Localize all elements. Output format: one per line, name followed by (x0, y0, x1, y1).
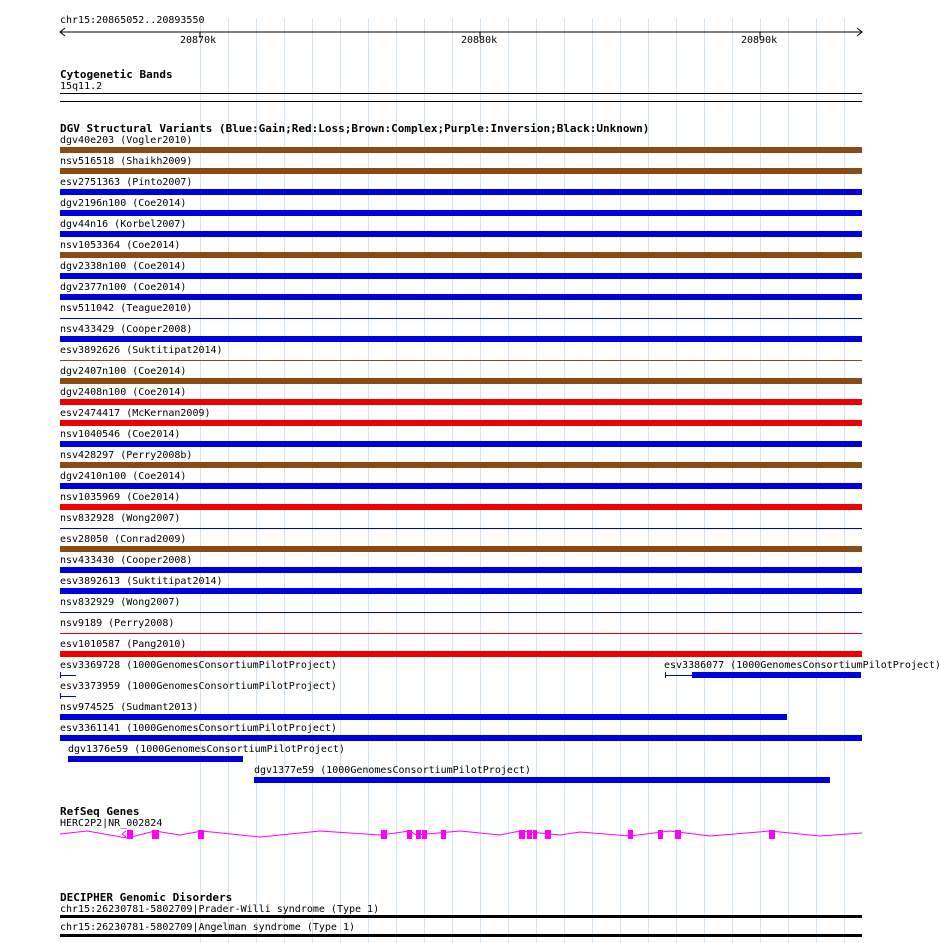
grid-line (200, 18, 201, 943)
variant-bar-loss[interactable] (60, 504, 862, 510)
variant-feature[interactable] (68, 756, 243, 762)
variant-label[interactable]: nsv433430 (Cooper2008) (60, 555, 193, 566)
variant-bar-complex[interactable] (60, 378, 862, 384)
variant-label[interactable]: dgv2338n100 (Coe2014) (60, 261, 187, 272)
disorder-label[interactable]: chr15:26230781-5802709|Prader-Willi syndrome (Type 1) (60, 904, 380, 915)
variant-label[interactable]: nsv832928 (Wong2007) (60, 513, 181, 524)
variant-label[interactable]: dgv2407n100 (Coe2014) (60, 366, 187, 377)
variant-label[interactable]: esv2474417 (McKernan2009) (60, 408, 211, 419)
variant-label[interactable]: nsv1053364 (Coe2014) (60, 240, 181, 251)
variant-label[interactable]: nsv974525 (Sudmant2013) (60, 702, 199, 713)
grid-line (592, 18, 593, 943)
variant-label[interactable]: nsv516518 (Shaikh2009) (60, 156, 193, 167)
variant-label[interactable]: dgv40e203 (Vogler2010) (60, 135, 193, 146)
variant-label[interactable]: esv3892626 (Suktitipat2014) (60, 345, 223, 356)
gene-model[interactable] (60, 826, 862, 844)
ruler-position: chr15:20865052..20893550 (60, 15, 205, 26)
cytoband-label: 15q11.2 (60, 81, 103, 92)
grid-line (368, 18, 369, 943)
ruler-tick-label: 20890k (741, 35, 778, 46)
variant-bar-gain[interactable] (60, 231, 862, 237)
grid-line (396, 18, 397, 943)
variant-label[interactable]: esv3386077 (1000GenomesConsortiumPilotProject) (664, 660, 941, 671)
variant-bar-complex[interactable] (60, 252, 862, 258)
variant-bar-gain[interactable] (60, 483, 862, 489)
variant-bar-gain[interactable] (60, 294, 862, 300)
variant-label[interactable]: esv3373959 (1000GenomesConsortiumPilotProject) (60, 681, 337, 692)
grid-line (704, 18, 705, 943)
grid-line (564, 18, 565, 943)
variant-bar-complex[interactable] (60, 147, 862, 153)
variant-bar-gain[interactable] (60, 588, 862, 594)
variant-bar-gain[interactable] (60, 441, 862, 447)
variant-bar-gain[interactable] (60, 273, 862, 279)
cytoband-bar[interactable] (60, 93, 862, 94)
variant-label[interactable]: dgv44n16 (Korbel2007) (60, 219, 187, 230)
variant-bar-gain[interactable] (60, 210, 862, 216)
variant-label[interactable]: nsv832929 (Wong2007) (60, 597, 181, 608)
variant-bar-loss[interactable] (60, 420, 862, 426)
variant-bar-complex[interactable] (60, 168, 862, 174)
variant-bar-gain[interactable] (60, 567, 862, 573)
refseq-track-title[interactable]: RefSeq Genes (60, 805, 140, 818)
grid-line (452, 18, 453, 943)
grid-line (340, 18, 341, 943)
grid-line (788, 18, 789, 943)
disorder-feature[interactable] (60, 934, 862, 937)
grid-line (424, 18, 425, 943)
variant-bar-gain[interactable] (60, 336, 862, 342)
disorder-label[interactable]: chr15:26230781-5802709|Angelman syndrome (Type 1) (60, 922, 356, 933)
variant-bar-complex[interactable] (60, 462, 862, 468)
variant-label[interactable]: nsv428297 (Perry2008b) (60, 450, 193, 461)
variant-bar-gain[interactable] (60, 189, 862, 195)
variant-bar-gain[interactable] (60, 528, 862, 529)
variant-feature[interactable] (254, 777, 830, 783)
variant-label[interactable]: nsv433429 (Cooper2008) (60, 324, 193, 335)
variant-feature[interactable] (665, 675, 693, 676)
variant-label[interactable]: esv3892613 (Suktitipat2014) (60, 576, 223, 587)
variant-feature[interactable] (60, 735, 862, 741)
variant-bar-gain[interactable] (60, 612, 862, 613)
cytoband-track-title[interactable]: Cytogenetic Bands (60, 68, 173, 81)
grid-line (228, 18, 229, 943)
variant-label[interactable]: esv28050 (Conrad2009) (60, 534, 187, 545)
grid-line (284, 18, 285, 943)
grid-line (816, 18, 817, 943)
variant-feature[interactable] (60, 714, 787, 720)
variant-bar-complex[interactable] (60, 546, 862, 552)
grid-line (508, 18, 509, 943)
variant-bar-gain[interactable] (60, 318, 862, 319)
ruler-tick-label: 20880k (461, 35, 498, 46)
ruler-tick-label: 20870k (180, 35, 217, 46)
variant-bar-complex[interactable] (60, 360, 862, 361)
variant-label[interactable]: dgv2408n100 (Coe2014) (60, 387, 187, 398)
variant-label[interactable]: dgv1377e59 (1000GenomesConsortiumPilotProject) (254, 765, 531, 776)
variant-feature-end (665, 672, 666, 678)
dgv-track-title[interactable]: DGV Structural Variants (Blue:Gain;Red:Loss;Brown:Complex;Purple:Inversion;Black:Unknown) (60, 122, 650, 135)
grid-line (732, 18, 733, 943)
variant-label[interactable]: dgv2196n100 (Coe2014) (60, 198, 187, 209)
variant-label[interactable]: nsv1040546 (Coe2014) (60, 429, 181, 440)
variant-label[interactable]: esv2751363 (Pinto2007) (60, 177, 193, 188)
variant-label[interactable]: nsv1035969 (Coe2014) (60, 492, 181, 503)
decipher-track-title[interactable]: DECIPHER Genomic Disorders (60, 891, 233, 904)
grid-line (480, 18, 481, 943)
variant-feature[interactable] (692, 672, 861, 678)
disorder-feature[interactable] (60, 915, 862, 918)
variant-feature[interactable] (60, 696, 76, 697)
variant-label[interactable]: nsv511042 (Teague2010) (60, 303, 193, 314)
grid-line (844, 18, 845, 943)
grid-line (536, 18, 537, 943)
variant-bar-loss[interactable] (60, 633, 862, 634)
variant-label[interactable]: esv3361141 (1000GenomesConsortiumPilotProject) (60, 723, 337, 734)
variant-feature-end (60, 672, 61, 678)
cytoband-bar[interactable] (60, 101, 862, 102)
variant-bar-loss[interactable] (60, 399, 862, 405)
grid-line (312, 18, 313, 943)
variant-label[interactable]: dgv2410n100 (Coe2014) (60, 471, 187, 482)
variant-label[interactable]: esv1010587 (Pang2010) (60, 639, 187, 650)
gene-label[interactable]: HERC2P2|NR_002824 (60, 818, 163, 829)
grid-line (256, 18, 257, 943)
variant-bar-loss[interactable] (60, 651, 862, 657)
grid-line (648, 18, 649, 943)
variant-feature[interactable] (60, 675, 76, 676)
variant-label[interactable]: dgv2377n100 (Coe2014) (60, 282, 187, 293)
grid-line (676, 18, 677, 943)
variant-label[interactable]: nsv9189 (Perry2008) (60, 618, 175, 629)
grid-line (620, 18, 621, 943)
variant-feature-end (60, 693, 61, 699)
variant-label[interactable]: dgv1376e59 (1000GenomesConsortiumPilotProject) (68, 744, 345, 755)
variant-label[interactable]: esv3369728 (1000GenomesConsortiumPilotProject) (60, 660, 337, 671)
grid-line (760, 18, 761, 943)
